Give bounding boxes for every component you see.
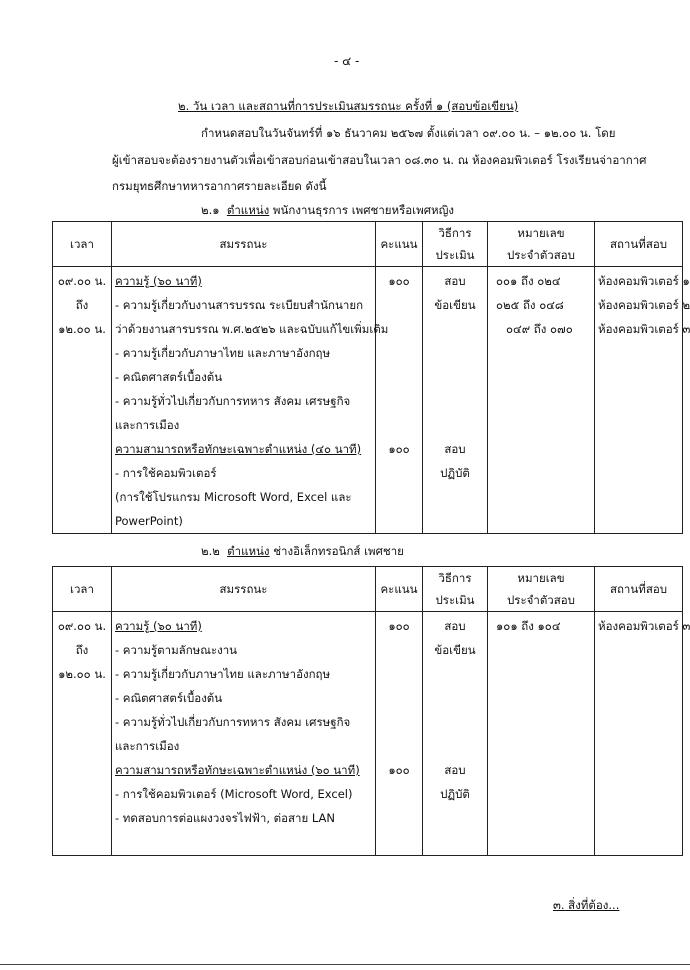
competency-item: PowerPoint) — [115, 514, 183, 528]
footer-next-page — [553, 897, 619, 915]
method-practical: ปฏิบัติ — [440, 787, 470, 801]
competency-item: และการเมือง — [115, 418, 180, 432]
section-2-label: ตำแหน่ง — [227, 544, 270, 558]
id-range: ๑๐๑ ถึง ๑๐๔ — [496, 619, 561, 633]
time-start: ๐๙.๐๐ น. — [57, 274, 107, 288]
method-practical: สอบ — [444, 442, 466, 456]
competency-cell — [112, 612, 376, 856]
exam-table-1 — [52, 221, 690, 534]
header-id-line2: ประจำตัวสอบ — [506, 593, 575, 607]
header-method-line1: วิธีการ — [438, 571, 472, 585]
header-time: เวลา — [53, 567, 112, 612]
section-1-label: ตำแหน่ง — [226, 203, 270, 217]
method-cell — [423, 267, 488, 534]
competency-skill-title: ความสามารถหรือทักษะเฉพาะตำแหน่ง (๖๐ นาที) — [115, 763, 360, 777]
header-time: เวลา — [53, 222, 112, 267]
section-2-position: ช่างอิเล็กทรอนิกส์ เพศชาย — [273, 544, 404, 558]
score-cell — [376, 612, 423, 856]
place-room: ห้องคอมพิวเตอร์ ๓ — [598, 619, 690, 633]
section-2-num: ๒.๒ — [201, 544, 220, 558]
id-range: ๐๔๙ ถึง ๐๗๐ — [506, 322, 573, 336]
method-written: สอบ — [444, 619, 466, 633]
header-place: สถานที่สอบ — [595, 567, 683, 612]
header-method — [423, 222, 488, 267]
header-competency: สมรรถนะ — [112, 222, 376, 267]
time-end: ๑๒.๐๐ น. — [58, 667, 106, 681]
id-cell — [488, 612, 595, 856]
method-written: ข้อเขียน — [434, 643, 476, 657]
competency-item: - ความรู้เกี่ยวกับงานสารบรรณ ระเบียบสำนักนายก — [115, 298, 364, 312]
competency-knowledge-title: ความรู้ (๖๐ นาที) — [115, 274, 202, 288]
section-2-heading — [201, 543, 404, 561]
competency-item: - ความรู้เกี่ยวกับภาษาไทย และภาษาอังกฤษ — [115, 667, 331, 681]
place-room: ห้องคอมพิวเตอร์ ๑ — [598, 274, 690, 288]
header-method-line2: ประเมิน — [435, 248, 475, 262]
competency-cell — [112, 267, 389, 534]
score-skill: ๑๐๐ — [388, 442, 410, 456]
section-1-position: พนักงานธุรการ เพศชายหรือเพศหญิง — [272, 203, 454, 217]
method-cell — [423, 612, 488, 856]
id-range: ๐๒๕ ถึง ๐๔๘ — [496, 298, 564, 312]
id-cell — [488, 267, 595, 534]
header-method-line1: วิธีการ — [438, 226, 472, 240]
score-skill: ๑๐๐ — [388, 763, 410, 777]
place-cell — [595, 267, 690, 534]
header-id-line1: หมายเลข — [517, 571, 565, 585]
header-method — [423, 567, 488, 612]
method-written: ข้อเขียน — [434, 298, 476, 312]
header-method-line2: ประเมิน — [435, 593, 475, 607]
score-cell — [376, 267, 423, 534]
header-competency: สมรรถนะ — [112, 567, 376, 612]
time-to: ถึง — [75, 643, 89, 657]
time-cell — [53, 267, 112, 534]
footer-next-text: ๓. สิ่งที่ต้อง... — [553, 898, 620, 912]
section-1-heading — [201, 202, 454, 220]
competency-item: - การใช้คอมพิวเตอร์ — [115, 466, 217, 480]
header-score: คะแนน — [376, 567, 423, 612]
header-id-line1: หมายเลข — [517, 226, 565, 240]
competency-item: - ทดสอบการต่อแผงวงจรไฟฟ้า, ต่อสาย LAN — [115, 811, 336, 825]
place-room: ห้องคอมพิวเตอร์ ๓ — [598, 322, 690, 336]
competency-item: (การใช้โปรแกรม Microsoft Word, Excel และ — [115, 490, 352, 504]
header-id — [488, 222, 595, 267]
intro-line-3: กรมยุทธศึกษาทหารอากาศรายละเอียด ดังนี้ — [112, 179, 327, 193]
bottom-rule — [0, 964, 690, 965]
time-start: ๐๙.๐๐ น. — [57, 619, 107, 633]
competency-item: - การใช้คอมพิวเตอร์ (Microsoft Word, Excel) — [115, 787, 353, 801]
method-written: สอบ — [444, 274, 466, 288]
score-knowledge: ๑๐๐ — [388, 274, 410, 288]
time-to: ถึง — [75, 298, 89, 312]
section-heading: ๒. วัน เวลา และสถานที่การประเมินสมรรถนะ ครั้งที่ ๑ (สอบข้อเขียน) — [178, 99, 519, 113]
time-cell — [53, 612, 112, 856]
competency-knowledge-title: ความรู้ (๖๐ นาที) — [115, 619, 202, 633]
competency-item: - ความรู้ทั่วไปเกี่ยวกับการทหาร สังคม เศรษฐกิจ — [115, 715, 351, 729]
method-practical: ปฏิบัติ — [440, 466, 470, 480]
header-score: คะแนน — [376, 222, 423, 267]
intro-line-1: กำหนดสอบในวันจันทร์ที่ ๑๖ ธันวาคม ๒๕๖๗ ตั้งแต่เวลา ๐๙.๐๐ น. – ๑๒.๐๐ น. โดย — [201, 126, 616, 140]
competency-item: - คณิตศาสตร์เบื้องต้น — [115, 370, 223, 384]
intro-line-2: ผู้เข้าสอบจะต้องรายงานตัวเพื่อเข้าสอบก่อนเข้าสอบในเวลา ๐๘.๓๐ น. ณ ห้องคอมพิวเตอร์ โรงเรียนจ่าอากาศ — [112, 153, 647, 167]
header-id — [488, 567, 595, 612]
section-1-num: ๒.๑ — [201, 203, 220, 217]
table-row — [53, 267, 683, 534]
method-practical: สอบ — [444, 763, 466, 777]
exam-table-2 — [52, 566, 690, 856]
competency-item: - คณิตศาสตร์เบื้องต้น — [115, 691, 223, 705]
id-range: ๐๐๑ ถึง ๐๒๔ — [496, 274, 561, 288]
table-row — [53, 612, 683, 856]
header-place: สถานที่สอบ — [595, 222, 683, 267]
place-cell — [595, 612, 690, 856]
competency-item: และการเมือง — [115, 739, 180, 753]
place-room: ห้องคอมพิวเตอร์ ๒ — [598, 298, 690, 312]
competency-item: - ความรู้เกี่ยวกับภาษาไทย และภาษาอังกฤษ — [115, 346, 331, 360]
time-end: ๑๒.๐๐ น. — [58, 322, 106, 336]
page-number: - ๔ - — [334, 54, 360, 68]
competency-item: - ความรู้ทั่วไปเกี่ยวกับการทหาร สังคม เศรษฐกิจ — [115, 394, 351, 408]
competency-item: - ความรู้ตามลักษณะงาน — [115, 643, 238, 657]
header-id-line2: ประจำตัวสอบ — [506, 248, 575, 262]
competency-item: ว่าด้วยงานสารบรรณ พ.ศ.๒๕๒๖ และฉบับแก้ไขเพิ่มเติม — [115, 322, 389, 336]
score-knowledge: ๑๐๐ — [388, 619, 410, 633]
competency-skill-title: ความสามารถหรือทักษะเฉพาะตำแหน่ง (๔๐ นาที) — [115, 442, 362, 456]
